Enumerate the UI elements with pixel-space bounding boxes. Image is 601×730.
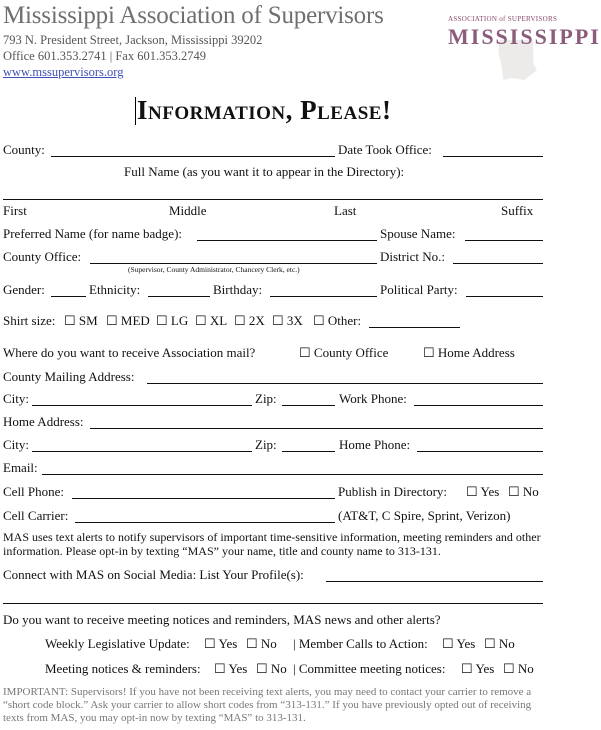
full-name-field[interactable] xyxy=(3,199,543,200)
county-label: County: xyxy=(3,142,45,157)
last-name-label: Last xyxy=(334,203,357,218)
political-party-label: Political Party: xyxy=(380,282,458,297)
committee-notices-yes-checkbox[interactable]: ☐ Yes xyxy=(461,661,495,676)
weekly-update-no-checkbox[interactable]: ☐ No xyxy=(246,636,277,651)
shirt-other-field[interactable] xyxy=(369,327,460,328)
weekly-update-yes-checkbox[interactable]: ☐ Yes xyxy=(204,636,238,651)
committee-notices-no-checkbox[interactable]: ☐ No xyxy=(503,661,534,676)
work-phone-field[interactable] xyxy=(414,405,543,406)
publish-yes-checkbox[interactable]: ☐ Yes xyxy=(466,484,500,499)
home-zip-field[interactable] xyxy=(282,451,335,452)
cell-carrier-label: Cell Carrier: xyxy=(3,508,69,523)
text-cursor xyxy=(135,97,136,125)
gender-label: Gender: xyxy=(3,282,45,297)
shirt-med-checkbox[interactable]: ☐ MED xyxy=(106,313,150,328)
birthday-label: Birthday: xyxy=(213,282,263,297)
ethnicity-field[interactable] xyxy=(148,296,210,297)
birthday-field[interactable] xyxy=(270,296,377,297)
logo-tagline: ASSOCIATION of SUPERVISORS xyxy=(448,15,558,23)
org-phone-fax: Office 601.353.2741 | Fax 601.353.2749 xyxy=(3,49,206,63)
home-city-label: City: xyxy=(3,437,30,452)
middle-name-label: Middle xyxy=(169,203,207,218)
alerts-question: Do you want to receive meeting notices and reminders, MAS news and other alerts? xyxy=(3,612,441,627)
website-link[interactable]: www.mssupervisors.org xyxy=(3,65,124,79)
org-name: Mississippi Association of Supervisors xyxy=(3,2,384,29)
county-mailing-address-field[interactable] xyxy=(147,383,543,384)
committee-notices-label: | Committee meeting notices: xyxy=(293,661,446,676)
county-office-hint: (Supervisor, County Administrator, Chancery Clerk, etc.) xyxy=(128,265,300,274)
carrier-examples: (AT&T, C Spire, Sprint, Verizon) xyxy=(338,508,511,523)
shirt-3x-checkbox[interactable]: ☐ 3X xyxy=(272,313,303,328)
shirt-other-checkbox[interactable]: ☐ Other: xyxy=(313,313,362,328)
home-phone-field[interactable] xyxy=(417,451,543,452)
shirt-size-label: Shirt size: xyxy=(3,313,56,328)
meeting-notices-yes-checkbox[interactable]: ☐ Yes xyxy=(214,661,248,676)
mail-question: Where do you want to receive Association mail? xyxy=(3,345,256,360)
county-mailing-address-label: County Mailing Address: xyxy=(3,369,135,384)
shirt-xl-checkbox[interactable]: ☐ XL xyxy=(195,313,228,328)
publish-no-checkbox[interactable]: ☐ No xyxy=(508,484,539,499)
sms-info-text: MAS uses text alerts to notify supervisors of important time-sensitive information, meeting reminders and other information. Please opt-in by texting “MAS” your name, title and county name to 313-131. xyxy=(3,530,541,558)
home-zip-label: Zip: xyxy=(255,437,277,452)
date-took-office-label: Date Took Office: xyxy=(338,142,432,157)
county-office-label: County Office: xyxy=(3,249,82,264)
spouse-name-label: Spouse Name: xyxy=(380,226,456,241)
org-address: 793 N. President Street, Jackson, Mississippi 39202 xyxy=(3,33,263,47)
meeting-notices-label: Meeting notices & reminders: xyxy=(45,661,201,676)
city-field[interactable] xyxy=(32,405,252,406)
meeting-notices-no-checkbox[interactable]: ☐ No xyxy=(256,661,287,676)
gender-field[interactable] xyxy=(51,296,86,297)
mail-home-address-checkbox[interactable]: ☐ Home Address xyxy=(423,345,515,360)
district-no-label: District No.: xyxy=(380,249,445,264)
social-media-label: Connect with MAS on Social Media: List Your Profile(s): xyxy=(3,567,304,582)
city-label: City: xyxy=(3,391,30,406)
social-media-field[interactable] xyxy=(326,581,543,582)
cell-phone-field[interactable] xyxy=(72,498,335,499)
zip-field[interactable] xyxy=(282,405,335,406)
political-party-field[interactable] xyxy=(466,296,543,297)
district-no-field[interactable] xyxy=(453,263,543,264)
suffix-label: Suffix xyxy=(501,203,534,218)
publish-in-directory-label: Publish in Directory: xyxy=(338,484,448,499)
cell-carrier-field[interactable] xyxy=(75,522,335,523)
work-phone-label: Work Phone: xyxy=(339,391,407,406)
first-name-label: First xyxy=(3,203,27,218)
full-name-note: Full Name (as you want it to appear in the Directory): xyxy=(124,164,405,179)
social-media-field-2[interactable] xyxy=(3,603,543,604)
weekly-update-label: Weekly Legislative Update: xyxy=(45,636,190,651)
email-field[interactable] xyxy=(42,474,543,475)
cell-phone-label: Cell Phone: xyxy=(3,484,65,499)
spouse-name-field[interactable] xyxy=(465,240,543,241)
date-took-office-field[interactable] xyxy=(443,156,543,157)
shirt-2x-checkbox[interactable]: ☐ 2X xyxy=(234,313,265,328)
logo-wordmark: MISSISSIPPI xyxy=(448,24,601,49)
ethnicity-label: Ethnicity: xyxy=(89,282,141,297)
mail-county-office-checkbox[interactable]: ☐ County Office xyxy=(299,345,389,360)
zip-label: Zip: xyxy=(255,391,277,406)
preferred-name-label: Preferred Name (for name badge): xyxy=(3,226,183,241)
member-calls-no-checkbox[interactable]: ☐ No xyxy=(484,636,515,651)
home-address-field[interactable] xyxy=(90,428,543,429)
member-calls-label: | Member Calls to Action: xyxy=(293,636,428,651)
preferred-name-field[interactable] xyxy=(197,240,377,241)
shirt-sm-checkbox[interactable]: ☐ SM xyxy=(64,313,98,328)
home-phone-label: Home Phone: xyxy=(339,437,411,452)
email-label: Email: xyxy=(3,460,38,475)
form-title: Information, Please! xyxy=(137,95,392,125)
shirt-lg-checkbox[interactable]: ☐ LG xyxy=(156,313,189,328)
home-address-label: Home Address: xyxy=(3,414,84,429)
county-office-field[interactable] xyxy=(90,263,377,264)
important-note: IMPORTANT: Supervisors! If you have not been receiving text alerts, you may need to contact your carrier to remove a “short code block.” Ask your carrier to allow short codes from “313-131.” If you have previously opted out of receiving texts from MAS, you may opt-in now by texting “MAS” to 313-131. xyxy=(3,686,532,724)
member-calls-yes-checkbox[interactable]: ☐ Yes xyxy=(442,636,476,651)
home-city-field[interactable] xyxy=(32,451,252,452)
county-field[interactable] xyxy=(51,156,335,157)
